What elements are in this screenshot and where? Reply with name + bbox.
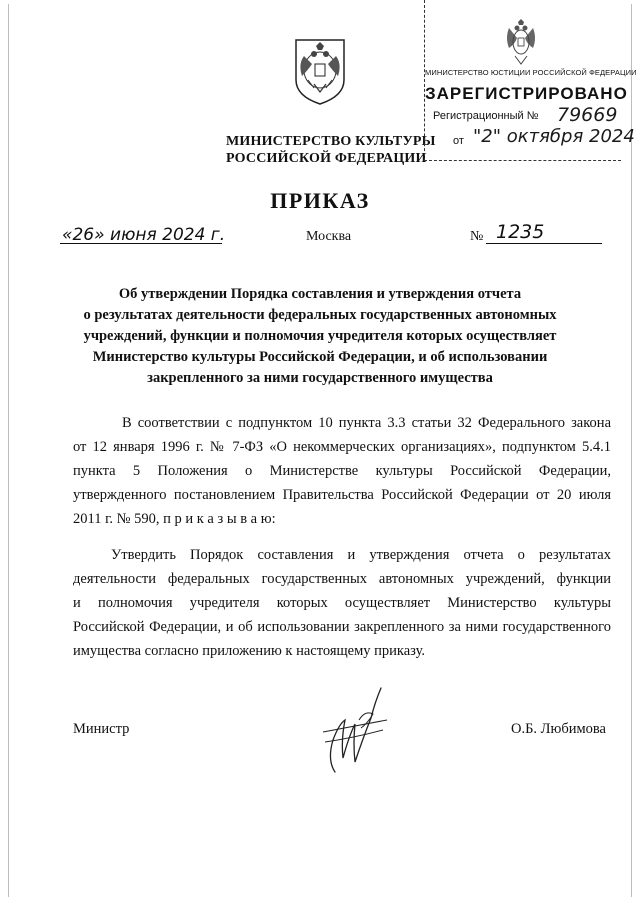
paragraph-line: Утвердить Порядок составления и утверждения отчета о результатах bbox=[111, 547, 611, 563]
document-city: Москва bbox=[306, 229, 352, 244]
document-number: 1235 bbox=[496, 221, 545, 243]
number-underline bbox=[486, 243, 602, 244]
ministry-line-2: РОССИЙСКОЙ ФЕДЕРАЦИИ bbox=[226, 151, 427, 166]
paragraph-line: от 12 января 1996 г. № 7-ФЗ «О некоммерческих организациях», подпунктом 5.4.1 bbox=[73, 439, 611, 455]
stamp-reg-label: Регистрационный № bbox=[433, 110, 539, 122]
signatory-name: О.Б. Любимова bbox=[511, 721, 606, 737]
ministry-line-1: МИНИСТЕРСТВО КУЛЬТУРЫ bbox=[226, 134, 436, 149]
stamp-date: "2" октября 2024 bbox=[473, 126, 635, 147]
subject-line: Министерство культуры Российской Федерации, и об использовании bbox=[92, 349, 548, 365]
paragraph-line: В соответствии с подпунктом 10 пункта 3.3 статьи 32 Федерального закона bbox=[122, 415, 611, 431]
paragraph-line: деятельности федеральных государственных автономных учреждений, функции bbox=[73, 571, 611, 587]
stamp-organization: МИНИСТЕРСТВО ЮСТИЦИИ РОССИЙСКОЙ ФЕДЕРАЦИИ bbox=[425, 68, 637, 77]
document-title: ПРИКАЗ bbox=[270, 188, 370, 213]
stamp-emblem-icon bbox=[501, 18, 541, 66]
subject-line: учреждений, функции и полномочия учредителя которых осуществляет bbox=[83, 328, 557, 344]
paragraph-legal-basis bbox=[73, 411, 611, 531]
subject-line: о результатах деятельности федеральных государственных автономных bbox=[83, 307, 557, 323]
handwritten-signature bbox=[315, 680, 395, 780]
paragraph-order bbox=[73, 543, 611, 663]
stamp-reg-number: 79669 bbox=[557, 104, 618, 126]
paragraph-line: 2011 г. № 590, п р и к а з ы в а ю: bbox=[73, 511, 276, 527]
stamp-status: ЗАРЕГИСТРИРОВАНО bbox=[425, 84, 628, 103]
coat-of-arms-icon bbox=[292, 34, 348, 106]
signatory-position: Министр bbox=[73, 721, 130, 737]
paragraph-line: утвержденного постановлением Правительства Российской Федерации от 20 июля bbox=[73, 487, 611, 503]
document-date: «26» июня 2024 г. bbox=[62, 225, 226, 245]
paragraph-line: Российской Федерации, и об использовании закрепленного за ними государственного bbox=[73, 619, 611, 635]
document-subject bbox=[70, 284, 570, 389]
stamp-date-label: от bbox=[453, 135, 464, 147]
ministry-name bbox=[226, 133, 436, 167]
registration-stamp bbox=[424, 0, 637, 161]
paragraph-line: пункта 5 Положения о Министерстве культуры Российской Федерации, bbox=[73, 463, 611, 479]
subject-line: закрепленного за ними государственного имущества bbox=[147, 370, 493, 386]
number-label: № bbox=[470, 229, 484, 244]
paragraph-line: имущества согласно приложению к настоящему приказу. bbox=[73, 643, 426, 659]
subject-line: Об утверждении Порядка составления и утверждения отчета bbox=[118, 286, 522, 302]
paragraph-line: и полномочия учредителя которых осуществляет Министерство культуры bbox=[73, 595, 611, 611]
date-underline bbox=[60, 243, 222, 244]
